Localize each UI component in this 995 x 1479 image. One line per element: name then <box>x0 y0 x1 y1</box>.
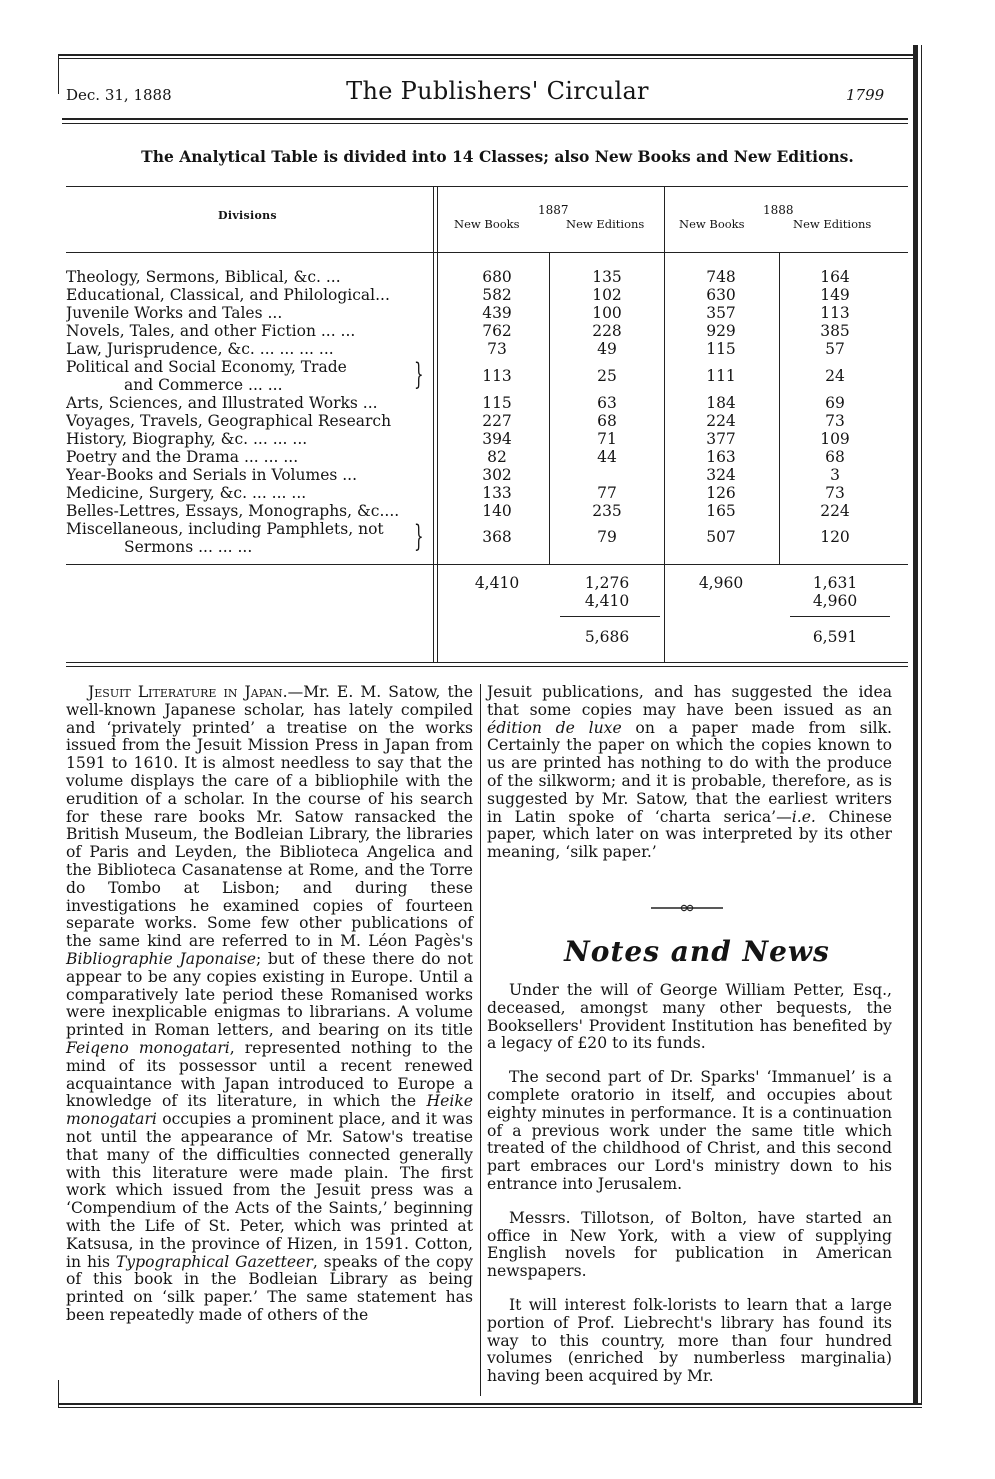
new-editions-header-1887: New Editions <box>566 217 645 231</box>
cell-editions-1888: 164 <box>820 268 850 286</box>
total-editions-1887: 1,276 <box>584 574 630 592</box>
cell-editions-1888: 109 <box>820 430 850 448</box>
page-border-bottom-inner <box>58 1407 922 1408</box>
page-border-top <box>58 54 916 56</box>
book-title: Typographical Gazetteer <box>115 1252 313 1271</box>
cell-editions-1888: 69 <box>825 394 845 412</box>
cell-books-1887: 113 <box>482 367 512 385</box>
page-border-top-inner <box>58 58 916 59</box>
cell-editions-1887: 49 <box>597 340 617 358</box>
cell-books-1887: 227 <box>482 412 512 430</box>
cell-books-1887: 394 <box>482 430 512 448</box>
total-editions-1887-addend: 4,410 <box>584 592 630 610</box>
cell-books-1888: 224 <box>706 412 736 430</box>
cell-editions-1887: 228 <box>592 322 622 340</box>
year-1887-header: 1887 <box>538 203 569 217</box>
cell-editions-1887: 25 <box>597 367 617 385</box>
article-text: —Mr. E. M. Satow, the well-known Japanese scholar, has lately compiled and ‘privately printed’ a treatise on the works issued from the Jesuit Mission Press in Japan from 1591 to 1610. It is almost needless to say that the volume displays the care of a bibliophile with the erudition of a scholar. In the course of his search for these rare books Mr. Satow ransacked the British Museum, the Bodleian Library, the libraries of Paris and Leyden, the Biblioteca Angelica and the Biblioteca Casanatense at Rome, and the Torre do Tombo at Lisbon; and during these investigations he examined copies of fourteen separate works. Some few other publications of the same kind are referred to in M. Léon Pagès's <box>66 683 473 951</box>
cell-editions-1887: 63 <box>597 394 617 412</box>
row-label-continued: and Commerce ... ... <box>124 376 283 394</box>
cell-books-1887: 582 <box>482 286 512 304</box>
cell-books-1887: 439 <box>482 304 512 322</box>
notes-section <box>487 982 892 1386</box>
new-books-header-1888: New Books <box>679 217 745 231</box>
cell-books-1888: 507 <box>706 528 736 546</box>
subtotal-rule <box>560 616 660 617</box>
article-text: , speaks of the copy of this book in the Bodleian Library as being printed on ‘silk paper.’ The same statement has been repeatedly made of others of the <box>66 1252 473 1324</box>
grand-total-1888: 6,591 <box>812 628 858 646</box>
column-divider <box>480 684 481 1396</box>
cell-editions-1888: 57 <box>825 340 845 358</box>
table-bottom-rule-thin <box>66 666 908 667</box>
cell-editions-1888: 68 <box>825 448 845 466</box>
page-number: 1799 <box>846 86 885 104</box>
book-title: Feiqeno monogatari <box>66 1038 230 1057</box>
row-label: Juvenile Works and Tales ... <box>66 304 283 322</box>
article-text: , represented nothing to the mind of its possessor until a recent renewed acquaintance with Japan introduced to Europe a knowledge of its literature, in which the <box>66 1038 474 1111</box>
cell-books-1887: 73 <box>487 340 507 358</box>
new-editions-header-1888: New Editions <box>793 217 872 231</box>
row-label-continued: Sermons ... ... ... <box>124 538 253 556</box>
page-border-right <box>913 45 918 1405</box>
row-label: Law, Jurisprudence, &c. ... ... ... ... <box>66 340 334 358</box>
grand-total-1887: 5,686 <box>584 628 630 646</box>
cell-books-1888: 165 <box>706 502 736 520</box>
brace-symbol: } <box>414 519 424 554</box>
table-col-rule <box>664 186 665 662</box>
article-text: ; but of these there do not appear to be any copies existing in Europe. Until a comparatively late period these Romanised works were inexplicable enigmas to librarians. A volume printed in Roman letters, and bearing on its title <box>66 949 473 1040</box>
row-label: Educational, Classical, and Philological... <box>66 286 390 304</box>
cell-books-1887: 115 <box>482 394 512 412</box>
issue-date: Dec. 31, 1888 <box>66 86 172 104</box>
table-top-rule <box>66 186 908 187</box>
cell-books-1888: 115 <box>706 340 736 358</box>
notes-and-news-heading: Notes and News <box>564 935 830 968</box>
page-border-right-inner <box>921 45 922 1405</box>
cell-editions-1887: 77 <box>597 484 617 502</box>
row-label: Voyages, Travels, Geographical Research <box>66 412 392 430</box>
news-item: Messrs. Tillotson, of Bolton, have started an office in New York, with a view of supplying English novels for publication in American newspapers. <box>487 1208 892 1281</box>
italic-phrase: i.e. <box>791 807 816 826</box>
year-1888-header: 1888 <box>763 203 794 217</box>
cell-books-1888: 184 <box>706 394 736 412</box>
cell-books-1888: 126 <box>706 484 736 502</box>
cell-editions-1888: 120 <box>820 528 850 546</box>
cell-editions-1888: 149 <box>820 286 850 304</box>
cell-editions-1887: 71 <box>597 430 617 448</box>
header-rule-thin <box>62 123 908 124</box>
row-label: Medicine, Surgery, &c. ... ... ... <box>66 484 307 502</box>
book-title: Heike monogatari <box>66 1092 473 1129</box>
header-rule <box>62 118 908 120</box>
table-bottom-rule <box>66 662 908 663</box>
book-title: Bibliographie Japonaise <box>66 949 256 968</box>
cell-books-1888: 929 <box>706 322 736 340</box>
row-label: Political and Social Economy, Trade <box>66 358 347 376</box>
page-border-bottom <box>58 1403 922 1405</box>
cell-editions-1888: 73 <box>825 412 845 430</box>
table-col-rule <box>779 252 780 564</box>
row-label: Novels, Tales, and other Fiction ... ... <box>66 322 356 340</box>
cell-books-1887: 133 <box>482 484 512 502</box>
italic-phrase: édition de luxe <box>487 718 622 737</box>
cell-books-1888: 357 <box>706 304 736 322</box>
article-text: Chinese paper, which later on was interpreted by its other meaning, ‘silk paper.’ <box>487 807 893 862</box>
cell-editions-1887: 135 <box>592 268 622 286</box>
row-label: Arts, Sciences, and Illustrated Works ... <box>66 394 378 412</box>
cell-editions-1888: 3 <box>830 466 840 484</box>
table-col-rule <box>437 186 438 662</box>
cell-books-1887: 302 <box>482 466 512 484</box>
row-label: Year-Books and Serials in Volumes ... <box>66 466 358 484</box>
cell-books-1888: 377 <box>706 430 736 448</box>
table-body-rule <box>66 564 908 565</box>
article-text: occupies a prominent place, and it was not until the appearance of Mr. Satow's treatise that many of the difficulties connected generally with this literature were made plain. The first work which issued from the Jesuit press was a ‘Compendium of the Acts of the Saints,’ beginning with the Life of St. Peter, which was printed at Katsusa, in the province of Hizen, in 1591. Cotton, in his <box>66 1110 473 1271</box>
continuation-paragraph <box>487 684 892 862</box>
page-border-left-bottom <box>58 1380 59 1408</box>
row-label: History, Biography, &c. ... ... ... <box>66 430 308 448</box>
cell-editions-1887: 100 <box>592 304 622 322</box>
new-books-header-1887: New Books <box>454 217 520 231</box>
news-item: It will interest folk-lorists to learn that a large portion of Prof. Liebrecht's library has found its way to this country, more than four hundred volumes (enriched by numberless marginalia) having been acquired by Mr. <box>487 1295 892 1386</box>
table-intro: The Analytical Table is divided into 14 Classes; also New Books and New Editions. <box>141 147 854 166</box>
news-item: The second part of Dr. Sparks' ‘Immanuel’ is a complete oratorio in itself, and occupies about eighty minutes in performance. It is a continuation of a previous work under the same title which treated of the childhood of Christ, and this second part embraces our Lord's ministry down to his entrance into Jerusalem. <box>487 1068 892 1193</box>
news-item: Under the will of George William Petter, Esq., deceased, amongst many other bequests, the Booksellers' Provident Institution has benefited by a legacy of £20 to its funds. <box>487 981 892 1053</box>
table-col-rule <box>549 252 550 564</box>
table-col-rule <box>433 186 434 662</box>
article-text: on a paper made from silk. Certainly the paper on which the copies known to us are printed has nothing to do with the produce of the silkworm; and it is probable, therefore, as is suggested by Mr. Satow, that the earliest writers in Latin spoke of ‘charta serica’— <box>487 718 892 826</box>
cell-editions-1887: 235 <box>592 502 622 520</box>
cell-editions-1888: 73 <box>825 484 845 502</box>
cell-books-1888: 111 <box>706 367 736 385</box>
brace-symbol: } <box>414 357 424 392</box>
cell-books-1888: 748 <box>706 268 736 286</box>
cell-books-1887: 82 <box>487 448 507 466</box>
cell-editions-1888: 224 <box>820 502 850 520</box>
cell-editions-1887: 102 <box>592 286 622 304</box>
cell-books-1887: 680 <box>482 268 512 286</box>
row-label: Belles-Lettres, Essays, Monographs, &c.... <box>66 502 400 520</box>
cell-books-1887: 762 <box>482 322 512 340</box>
cell-books-1888: 324 <box>706 466 736 484</box>
subtotal-rule <box>790 616 890 617</box>
cell-editions-1887: 68 <box>597 412 617 430</box>
divisions-header: Divisions <box>218 209 277 222</box>
article-jesuit-literature <box>66 684 473 1325</box>
cell-editions-1888: 24 <box>825 367 845 385</box>
total-editions-1888: 1,631 <box>812 574 858 592</box>
article-text: Jesuit publications, and has suggested the idea that some copies may have been issued as an <box>487 683 892 719</box>
article-body <box>66 684 473 1325</box>
total-books-1887: 4,410 <box>474 574 520 592</box>
total-editions-1888-addend: 4,960 <box>812 592 858 610</box>
total-books-1888: 4,960 <box>698 574 744 592</box>
cell-books-1888: 630 <box>706 286 736 304</box>
cell-editions-1887: 44 <box>597 448 617 466</box>
cell-editions-1888: 385 <box>820 322 850 340</box>
article-heading: Jesuit Literature in Japan. <box>88 683 288 701</box>
publication-title: The Publishers' Circular <box>346 77 649 105</box>
table-header-rule <box>66 252 908 253</box>
cell-books-1887: 368 <box>482 528 512 546</box>
cell-books-1887: 140 <box>482 502 512 520</box>
row-label: Theology, Sermons, Biblical, &c. ... <box>66 268 341 286</box>
cell-editions-1887: 79 <box>597 528 617 546</box>
article-continuation <box>487 684 892 862</box>
row-label: Miscellaneous, including Pamphlets, not <box>66 520 384 538</box>
cell-editions-1888: 113 <box>820 304 850 322</box>
cell-books-1888: 163 <box>706 448 736 466</box>
row-label: Poetry and the Drama ... ... ... <box>66 448 299 466</box>
section-ornament <box>651 904 723 912</box>
